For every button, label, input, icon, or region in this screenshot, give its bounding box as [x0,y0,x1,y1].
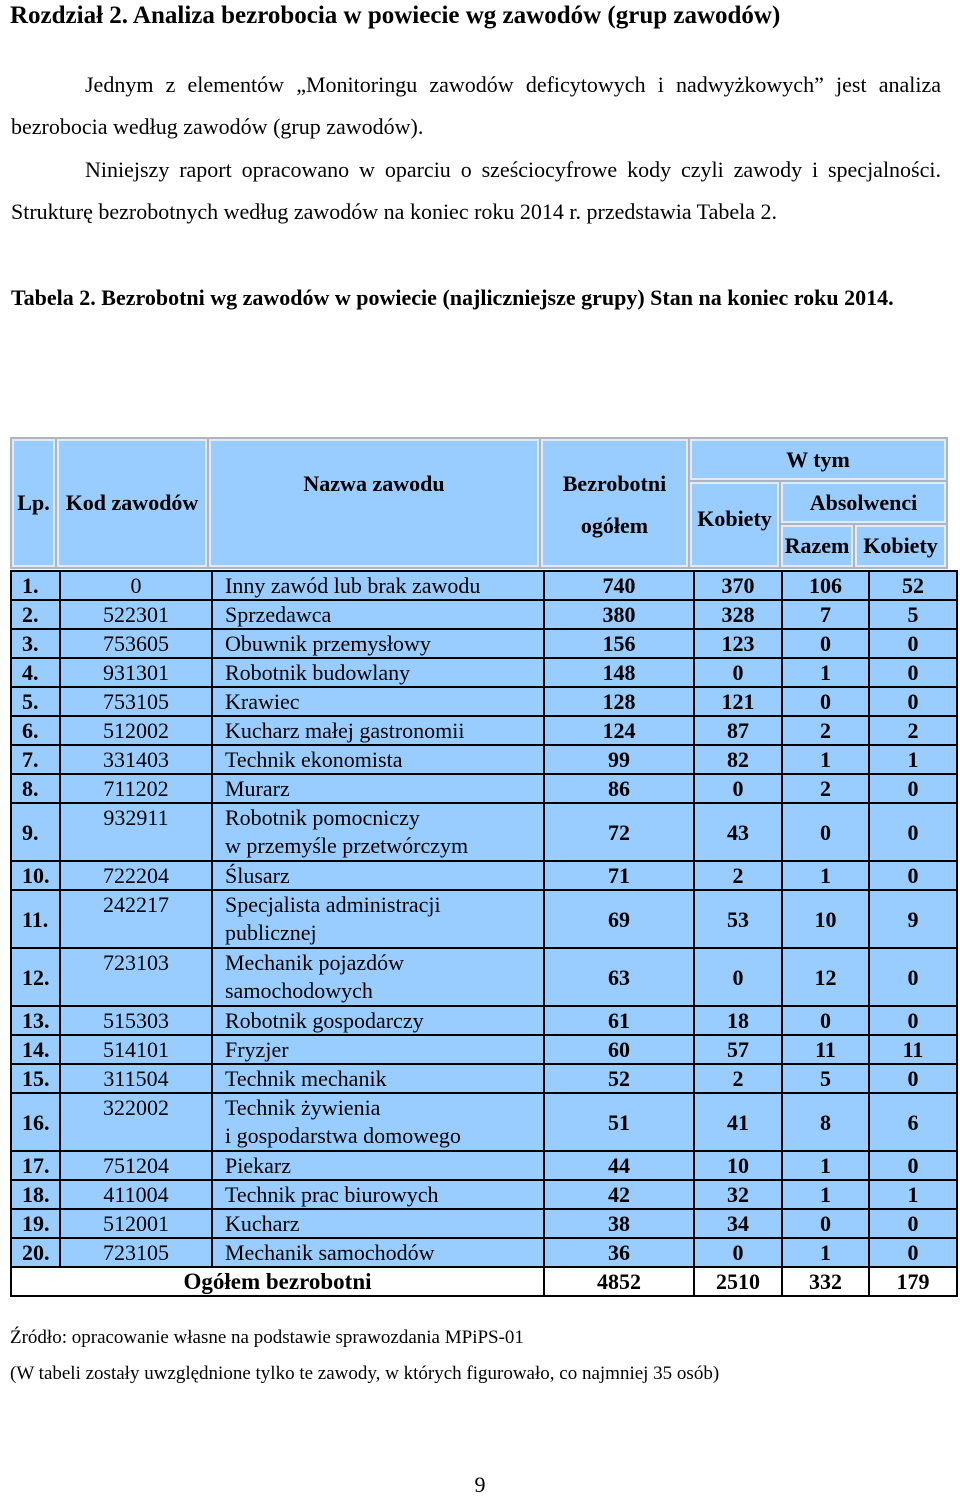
cell-kod: 515303 [60,1006,212,1035]
cell-nazwa [212,803,544,861]
cell-abs-kobiety: 5 [869,600,957,629]
cell-abs-kobiety: 0 [869,774,957,803]
cell-abs-razem: 11 [782,1035,869,1064]
cell-nazwa [212,687,544,716]
cell-abs-kobiety: 9 [869,890,957,948]
cell-abs-kobiety: 0 [869,1064,957,1093]
data-table [10,570,958,1297]
cell-abs-razem: 0 [782,1006,869,1035]
cell-nazwa-line: Robotnik budowlany [225,660,411,685]
cell-nazwa [212,1151,544,1180]
cell-kobiety: 87 [694,716,782,745]
header-bezrobotni [540,438,689,568]
cell-abs-razem: 2 [782,716,869,745]
cell-lp: 1. [11,571,60,600]
cell-kobiety: 0 [694,1238,782,1267]
cell-lp: 12. [11,948,60,1006]
cell-kod: 331403 [60,745,212,774]
table-row [11,1064,957,1093]
cell-abs-kobiety: 1 [869,745,957,774]
cell-kobiety: 18 [694,1006,782,1035]
cell-kobiety: 41 [694,1093,782,1151]
cell-kobiety: 10 [694,1151,782,1180]
header-absolwenci: Absolwenci [780,481,947,524]
source-note: Źródło: opracowanie własne na podstawie sprawozdania MPiPS-01 [10,1327,524,1348]
cell-kobiety: 0 [694,774,782,803]
cell-nazwa-line: Mechanik pojazdów [225,950,404,975]
cell-lp: 18. [11,1180,60,1209]
cell-ogolem: 148 [544,658,694,687]
cell-ogolem: 38 [544,1209,694,1238]
cell-nazwa [212,658,544,687]
cell-nazwa-line: Inny zawód lub brak zawodu [225,573,481,598]
cell-lp: 11. [11,890,60,948]
cell-abs-razem: 106 [782,571,869,600]
cell-nazwa-line: Robotnik pomocniczy [225,805,420,830]
cell-kod: 322002 [60,1093,212,1151]
cell-nazwa-line: w przemyśle przetwórczym [225,833,469,858]
cell-lp: 2. [11,600,60,629]
cell-abs-razem: 1 [782,658,869,687]
cell-ogolem: 44 [544,1151,694,1180]
cell-abs-razem: 7 [782,600,869,629]
cell-kod: 932911 [60,803,212,861]
cell-nazwa [212,890,544,948]
cell-lp: 4. [11,658,60,687]
cell-abs-razem: 0 [782,1209,869,1238]
table-row [11,745,957,774]
cell-lp: 5. [11,687,60,716]
cell-nazwa-line: Krawiec [225,689,300,714]
table-row [11,861,957,890]
cell-lp: 13. [11,1006,60,1035]
cell-nazwa-line: Technik prac biurowych [225,1182,439,1207]
cell-ogolem: 156 [544,629,694,658]
table-row [11,571,957,600]
cell-lp: 20. [11,1238,60,1267]
cell-nazwa [212,600,544,629]
cell-nazwa [212,1064,544,1093]
cell-kobiety: 0 [694,658,782,687]
cell-ogolem: 69 [544,890,694,948]
cell-abs-razem: 5 [782,1064,869,1093]
cell-lp: 7. [11,745,60,774]
cell-ogolem: 99 [544,745,694,774]
total-kobiety: 2510 [694,1267,782,1296]
cell-kobiety: 0 [694,948,782,1006]
table-row [11,803,957,861]
cell-kod: 753105 [60,687,212,716]
cell-abs-razem: 1 [782,1238,869,1267]
cell-abs-kobiety: 0 [869,948,957,1006]
cell-nazwa [212,571,544,600]
cell-nazwa-line: Piekarz [225,1153,291,1178]
cell-abs-kobiety: 0 [869,1209,957,1238]
cell-nazwa [212,1209,544,1238]
cell-nazwa [212,1006,544,1035]
cell-lp: 17. [11,1151,60,1180]
table-row [11,1180,957,1209]
cell-abs-kobiety: 0 [869,861,957,890]
cell-lp: 3. [11,629,60,658]
cell-nazwa-line: Kucharz małej gastronomii [225,718,465,743]
cell-kobiety: 328 [694,600,782,629]
cell-kod: 722204 [60,861,212,890]
cell-nazwa-line: Specjalista administracji [225,892,441,917]
table-row [11,1209,957,1238]
cell-ogolem: 51 [544,1093,694,1151]
cell-abs-razem: 1 [782,745,869,774]
cell-lp: 8. [11,774,60,803]
cell-ogolem: 36 [544,1238,694,1267]
cell-abs-kobiety: 0 [869,1006,957,1035]
header-kobiety: Kobiety [689,481,780,568]
cell-lp: 10. [11,861,60,890]
cell-kobiety: 57 [694,1035,782,1064]
cell-kobiety: 123 [694,629,782,658]
cell-kod: 512001 [60,1209,212,1238]
cell-nazwa-line: Technik ekonomista [225,747,403,772]
cell-abs-kobiety: 6 [869,1093,957,1151]
cell-nazwa [212,774,544,803]
intro-paragraph-1: Jednym z elementów „Monitoringu zawodów deficytowych i nadwyżkowych” jest analiza bezrobocia według zawodów (grup zawodów). [11,72,941,139]
table-row [11,629,957,658]
table-row [11,1238,957,1267]
cell-lp: 14. [11,1035,60,1064]
cell-abs-kobiety: 0 [869,658,957,687]
header-kod: Kod zawodów [56,438,208,568]
header-lp: Lp. [11,438,56,568]
cell-lp: 19. [11,1209,60,1238]
cell-ogolem: 86 [544,774,694,803]
chapter-heading: Rozdział 2. Analiza bezrobocia w powiecie wg zawodów (grup zawodów) [10,2,781,29]
cell-abs-kobiety: 2 [869,716,957,745]
header-razem: Razem [780,524,854,568]
cell-nazwa [212,716,544,745]
cell-kobiety: 82 [694,745,782,774]
cell-nazwa [212,948,544,1006]
cell-kobiety: 370 [694,571,782,600]
cell-ogolem: 380 [544,600,694,629]
total-ogolem: 4852 [544,1267,694,1296]
table-row [11,1006,957,1035]
table-row [11,948,957,1006]
intro-paragraph-2: Niniejszy raport opracowano w oparciu o sześciocyfrowe kody czyli zawody i specjalności. Strukturę bezrobotnych według zawodów na koniec roku 2014 r. przedstawia Tabela 2. [11,157,941,224]
cell-abs-razem: 10 [782,890,869,948]
cell-lp: 6. [11,716,60,745]
total-row [11,1267,957,1296]
cell-nazwa-line: Murarz [225,776,290,801]
cell-kod: 931301 [60,658,212,687]
cell-kobiety: 2 [694,1064,782,1093]
table-row [11,600,957,629]
cell-kobiety: 32 [694,1180,782,1209]
cell-abs-razem: 0 [782,629,869,658]
cell-abs-kobiety: 0 [869,1238,957,1267]
cell-kobiety: 34 [694,1209,782,1238]
cell-ogolem: 52 [544,1064,694,1093]
cell-abs-kobiety: 0 [869,1151,957,1180]
header-w-tym: W tym [689,438,947,481]
cell-nazwa-line: samochodowych [225,978,373,1003]
cell-nazwa-line: Sprzedawca [225,602,332,627]
cell-nazwa-line: publicznej [225,920,317,945]
cell-kobiety: 53 [694,890,782,948]
cell-abs-razem: 12 [782,948,869,1006]
cell-ogolem: 61 [544,1006,694,1035]
cell-abs-kobiety: 11 [869,1035,957,1064]
cell-nazwa-line: Technik mechanik [225,1066,387,1091]
cell-nazwa [212,1238,544,1267]
cell-kod: 751204 [60,1151,212,1180]
cell-nazwa [212,745,544,774]
cell-nazwa-line: Technik żywienia [225,1095,381,1120]
cell-kod: 0 [60,571,212,600]
cell-abs-razem: 1 [782,861,869,890]
cell-nazwa-line: Ślusarz [225,863,290,888]
cell-nazwa-line: Mechanik samochodów [225,1240,435,1265]
cell-abs-razem: 8 [782,1093,869,1151]
cell-ogolem: 128 [544,687,694,716]
cell-kod: 311504 [60,1064,212,1093]
cell-lp: 16. [11,1093,60,1151]
total-label: Ogółem bezrobotni [11,1267,544,1296]
cell-nazwa [212,1035,544,1064]
cell-abs-razem: 1 [782,1151,869,1180]
page-number: 9 [474,1472,486,1497]
header-abs-kobiety: Kobiety [854,524,947,568]
cell-kod: 711202 [60,774,212,803]
cell-nazwa-line: i gospodarstwa domowego [225,1123,461,1148]
cell-kod: 512002 [60,716,212,745]
cell-nazwa [212,1093,544,1151]
cell-abs-razem: 0 [782,803,869,861]
table-row [11,1151,957,1180]
header-bezrobotni-line2: ogółem [580,513,649,538]
table-header [10,437,948,569]
cell-nazwa [212,861,544,890]
cell-ogolem: 63 [544,948,694,1006]
header-bezrobotni-line1: Bezrobotni [562,471,667,496]
table-row [11,1093,957,1151]
cell-abs-razem: 0 [782,687,869,716]
header-nazwa-text: Nazwa zawodu [303,471,445,496]
cell-ogolem: 72 [544,803,694,861]
cell-nazwa-line: Obuwnik przemysłowy [225,631,431,656]
cell-nazwa-line: Kucharz [225,1211,300,1236]
cell-ogolem: 42 [544,1180,694,1209]
cell-abs-kobiety: 0 [869,803,957,861]
cell-kobiety: 2 [694,861,782,890]
table-caption: Tabela 2. Bezrobotni wg zawodów w powiecie (najliczniejsze grupy) Stan na koniec roku 2014. [11,285,894,310]
cell-abs-kobiety: 1 [869,1180,957,1209]
table-row [11,1035,957,1064]
total-razem: 332 [782,1267,869,1296]
cell-abs-kobiety: 52 [869,571,957,600]
cell-abs-razem: 1 [782,1180,869,1209]
cell-lp: 15. [11,1064,60,1093]
cell-abs-kobiety: 0 [869,629,957,658]
cell-kod: 723103 [60,948,212,1006]
table-row [11,774,957,803]
cell-kod: 514101 [60,1035,212,1064]
cell-kod: 242217 [60,890,212,948]
table-row [11,687,957,716]
header-nazwa [208,438,540,568]
cell-nazwa [212,1180,544,1209]
footnote: (W tabeli zostały uwzględnione tylko te zawody, w których figurowało, co najmniej 35 osób) [10,1363,720,1384]
cell-kod: 753605 [60,629,212,658]
cell-ogolem: 60 [544,1035,694,1064]
cell-kobiety: 121 [694,687,782,716]
cell-nazwa-line: Fryzjer [225,1037,289,1062]
cell-nazwa [212,629,544,658]
cell-ogolem: 740 [544,571,694,600]
table-row [11,890,957,948]
cell-kobiety: 43 [694,803,782,861]
cell-kod: 522301 [60,600,212,629]
cell-ogolem: 124 [544,716,694,745]
cell-ogolem: 71 [544,861,694,890]
table-row [11,716,957,745]
cell-nazwa-line: Robotnik gospodarczy [225,1008,424,1033]
cell-lp: 9. [11,803,60,861]
cell-kod: 723105 [60,1238,212,1267]
cell-abs-razem: 2 [782,774,869,803]
cell-kod: 411004 [60,1180,212,1209]
table-row [11,658,957,687]
total-abs-kobiety: 179 [869,1267,957,1296]
cell-abs-kobiety: 0 [869,687,957,716]
